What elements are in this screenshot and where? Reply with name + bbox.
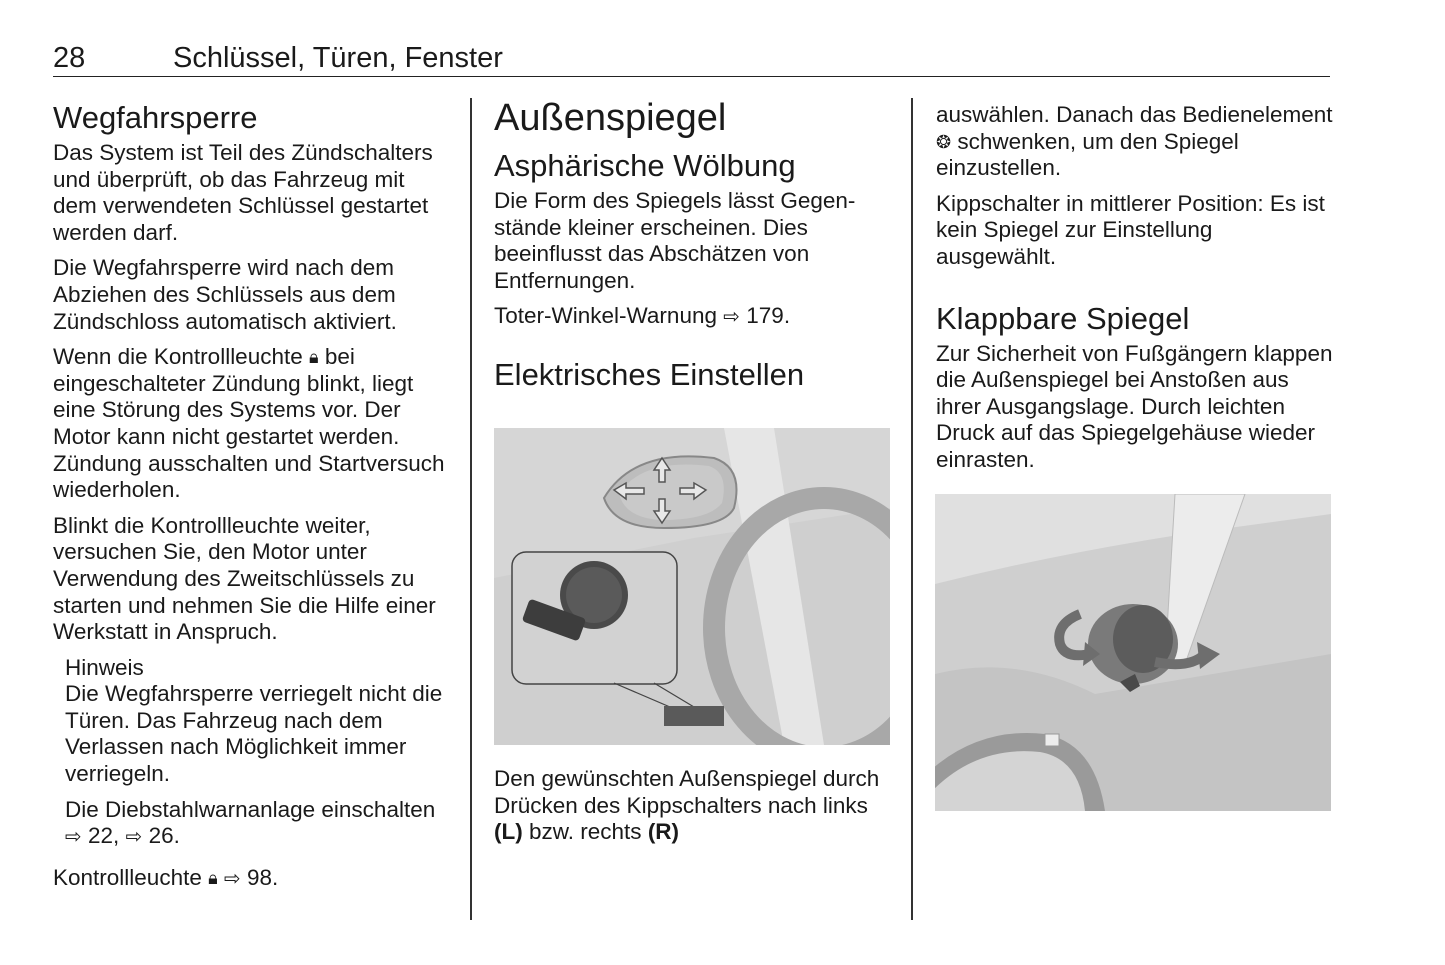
note-paragraph: Die Wegfahrsperre verriegelt nicht die Türen. Das Fahrzeug nach dem Verlassen nach Möglichkeit immer verriegeln. bbox=[65, 681, 443, 787]
text: bei eingeschalteter Zündung blinkt, liegt eine Störung des Systems vor. Der Motor kann nicht gestartet werden. Zündung ausschalten und Startversuch wiederholen. bbox=[53, 344, 445, 503]
subsection-title: Elektrisches Einstellen bbox=[494, 356, 805, 392]
paragraph bbox=[53, 865, 448, 893]
immobiliser-lamp-icon: 🔒︎ bbox=[309, 347, 319, 368]
text: Wenn die Kontrollleuchte bbox=[53, 344, 303, 370]
paragraph bbox=[494, 303, 894, 331]
reference-arrow-icon: ⇨ bbox=[65, 826, 82, 849]
column-divider-2 bbox=[911, 98, 913, 920]
chapter-title: Schlüssel, Türen, Fenster bbox=[173, 42, 503, 74]
section-title-aussenspiegel: Außenspiegel bbox=[494, 97, 727, 139]
note-paragraph bbox=[65, 797, 448, 851]
column-1 bbox=[53, 96, 448, 901]
reference-arrow-icon: ⇨ bbox=[125, 826, 143, 849]
immobiliser-lamp-icon: 🔒︎ bbox=[208, 867, 218, 888]
note-title: Hinweis bbox=[65, 654, 144, 680]
paragraph: Blinkt die Kontrollleuchte weiter, versuchen Sie, den Motor unter Verwendung des Zweitschlüssels zu starten und nehmen Sie die Hilfe einer Werkstatt in Anspruch. bbox=[53, 512, 436, 645]
paragraph: Die Form des Spiegels lässt Gegenstände kleiner erscheinen. Dies beeinflusst das Abschätzen von Entfernungen. bbox=[494, 188, 856, 293]
column-2 bbox=[494, 96, 894, 397]
page-ref[interactable]: 22, bbox=[88, 823, 120, 849]
reference-arrow-icon: ⇨ bbox=[723, 306, 741, 329]
column-3 bbox=[936, 102, 1336, 483]
text: Toter-Winkel-Warnung bbox=[494, 303, 717, 329]
paragraph: Das System ist Teil des Zündschalters und überprüft, ob das Fahrzeug mit dem verwendeten Schlüssel gestartet werden darf. bbox=[53, 140, 433, 245]
note-box bbox=[53, 655, 448, 851]
figure-caption bbox=[494, 766, 894, 855]
reference-arrow-icon: ⇨ bbox=[223, 867, 241, 890]
mirror-control-icon: ❂ bbox=[936, 131, 952, 152]
mirror-adjustment-illustration bbox=[494, 428, 890, 745]
text: Den gewünschten Außenspiegel durch Drücken des Kippschalters nach links bbox=[494, 766, 880, 818]
paragraph bbox=[936, 102, 1336, 182]
page-ref[interactable]: 26. bbox=[148, 823, 180, 849]
text: Die Diebstahlwarnanlage einschalten bbox=[65, 796, 436, 822]
text: schwenken, um den Spiegel einzustellen. bbox=[936, 128, 1239, 181]
text: Kontrollleuchte bbox=[53, 864, 202, 890]
label-right: (R) bbox=[647, 819, 680, 845]
paragraph: Zur Sicherheit von Fußgängern klappen die Außenspiegel bei Anstoßen aus ihrer Ausgangslage. Durch leichten Druck auf das Spiegelgehäuse wieder einrasten. bbox=[936, 340, 1333, 472]
page-header bbox=[53, 40, 1330, 77]
paragraph: Kippschalter in mittlerer Position: Es ist kein Spiegel zur Einstellung ausgewählt. bbox=[936, 190, 1325, 269]
paragraph: Die Wegfahrsperre wird nach dem Abziehen des Schlüssels aus dem Zündschloss automatisch aktiviert. bbox=[53, 255, 397, 334]
page-number: 28 bbox=[53, 42, 86, 74]
column-divider-1 bbox=[470, 98, 472, 920]
section-title-wegfahrsperre: Wegfahrsperre bbox=[53, 100, 258, 135]
subsection-title: Klappbare Spiegel bbox=[936, 300, 1190, 336]
label-left: (L) bbox=[494, 819, 523, 845]
folding-mirror-illustration bbox=[935, 494, 1331, 811]
text: auswählen. Danach das Bedienelement bbox=[936, 102, 1333, 127]
caption-paragraph bbox=[494, 766, 894, 846]
paragraph bbox=[53, 344, 448, 504]
text: bzw. rechts bbox=[529, 819, 642, 845]
page-ref[interactable]: 98. bbox=[246, 864, 279, 890]
subsection-title: Asphärische Wölbung bbox=[494, 148, 796, 183]
page-ref[interactable]: 179. bbox=[746, 303, 791, 329]
